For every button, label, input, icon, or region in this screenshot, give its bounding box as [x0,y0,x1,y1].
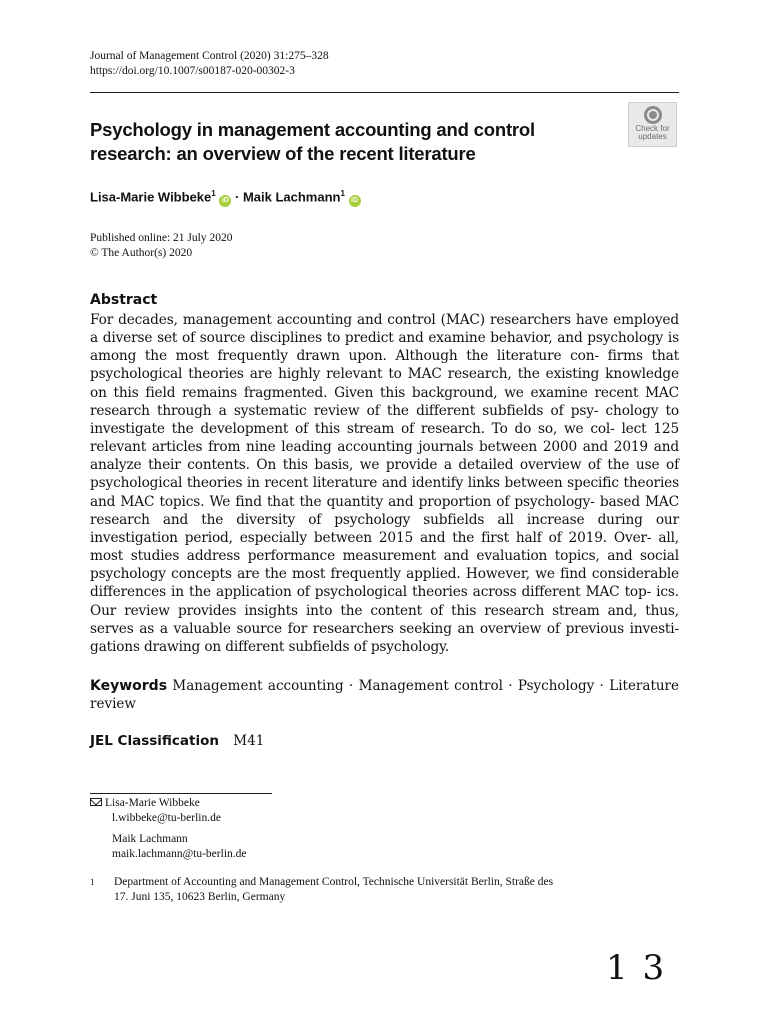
title-line-1: Psychology in management accounting and control [90,119,535,140]
author-name-1: Lisa-Marie Wibbeke [90,189,212,205]
corresponding-contacts [90,796,247,861]
keywords-label: Keywords [90,678,168,694]
contact-email-1[interactable]: l.wibbeke@tu-berlin.de [112,811,221,824]
jel-label: JEL Classification [90,733,219,749]
affiliation-line-1: Department of Accounting and Management Control, Technische Universität Berlin, Straße des [114,876,554,888]
abstract-text: For decades, management accounting and control (MAC) researchers have employed a diverse set of source disciplines to predict and examine behavior, and psychology is among the most frequently drawn upon. Although the literature con- firms that psychological theories are highly relevant to MAC research, the existing knowledge on this field remains fragmented. Given this background, we examine recent MAC research through a systematic review of the different subfields of psy- chology to investigate the development of this stream of research. To do so, we col- lect 125 relevant articles from nine leading accounting journals between 2000 and 2019 and analyze their contents. On this basis, we provide a detailed overview of the use of psychological theories in recent literature and identify links between specific theories and MAC topics. We find that the quantity and proportion of psychology- based MAC research and the diversity of psychology subfields all increase during our investigation period, especially between 2015 and the first half of 2019. Over- all, most studies address performance measurement and evaluation topics, and social psychology concepts are the most frequently applied. However, we find considerable differences in the application of psychological theories across different MAC top- ics. Our review provides insights into the content of this research stream and, thus, serves as a valuable source for researchers seeking an overview of previous investi- gations drawing on different subfields of psychology. [90,312,679,655]
crossmark-icon [644,106,662,124]
contact-name-1: Lisa-Marie Wibbeke [105,797,200,809]
badge-line-1: Check for [635,124,670,133]
affiliation-line-2: 17. Juni 135, 10623 Berlin, Germany [114,890,286,903]
keywords [90,677,679,713]
springer-logo: 1 3 [606,948,667,988]
envelope-icon [90,798,102,806]
author-list [90,189,361,207]
keywords-text: Management accounting · Management control · Psychology · Literature review [90,678,680,712]
journal-header [90,49,329,79]
orcid-icon[interactable]: iD [219,195,231,207]
contact-name-2: Maik Lachmann [112,833,188,845]
paper-title [90,118,610,166]
published-date: Published online: 21 July 2020 [90,232,233,244]
author-separator: · [234,189,240,205]
author-affil-sup-1: 1 [211,189,216,198]
title-line-2: research: an overview of the recent literature [90,143,476,164]
check-for-updates-badge[interactable] [628,102,677,147]
orcid-icon[interactable]: iD [349,195,361,207]
jel-value: M41 [233,733,265,749]
journal-citation: Journal of Management Control (2020) 31:275–328 [90,50,329,62]
affiliation-number: 1 [90,877,95,887]
doi-link[interactable]: https://doi.org/10.1007/s00187-020-00302-3 [90,65,295,77]
copyright-line: © The Author(s) 2020 [90,247,193,259]
jel-classification [90,733,264,749]
author-name-2: Maik Lachmann [242,189,341,205]
header-rule [90,92,679,93]
author-affil-sup-2: 1 [340,189,345,198]
affiliation [90,875,674,904]
publication-info [90,231,232,261]
abstract-heading: Abstract [90,292,158,308]
badge-line-2: updates [638,132,667,141]
contact-email-2[interactable]: maik.lachmann@tu-berlin.de [112,847,247,860]
footnote-rule [90,793,272,794]
